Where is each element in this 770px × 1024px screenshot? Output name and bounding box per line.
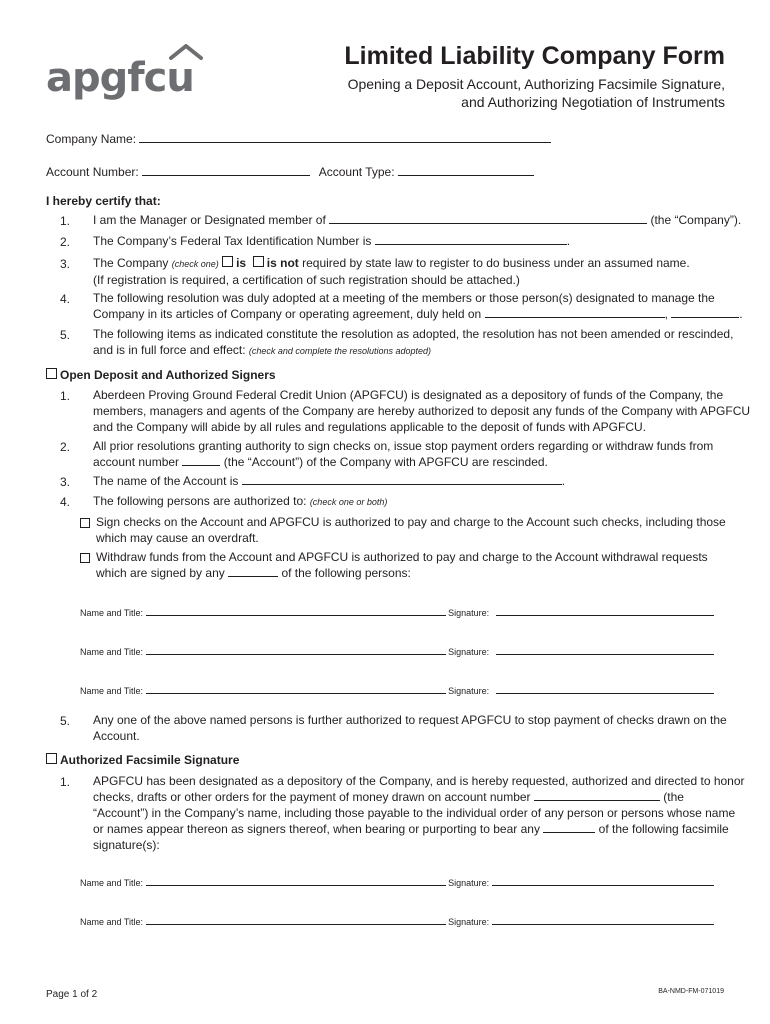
tax-id-field[interactable] [375,234,567,245]
facsimile-signature-field-2[interactable] [492,916,714,925]
facsimile-name-title-field-1[interactable] [146,877,446,886]
certify-item-1: 1. I am the Manager or Designated member of (the “Company”). [60,213,742,228]
form-title: Limited Liability Company Form [344,42,725,70]
logo-text: apgfcu [46,55,194,101]
certify-item-2: 2. The Company’s Federal Tax Identification Number is . [60,234,571,249]
form-subtitle [348,75,725,111]
certify-item-3: 3. The Company (check one) is is not required by state law to register to do business under an assumed name. (If registration is required, a certification of such registration should be attached.) [60,256,690,287]
manager-company-field[interactable] [329,213,647,224]
facsimile-row-2: Name and Title: Signature: [80,916,714,927]
subtitle-line-2: and Authorizing Negotiation of Instruments [461,94,725,110]
facsimile-signature-field-1[interactable] [492,877,714,886]
signature-field-1[interactable] [496,607,714,616]
open-item-5: 5. Any one of the above named persons is further authorized to request APGFCU to stop payment of checks drawn on the Account. [60,713,727,743]
account-name-field[interactable] [242,474,562,485]
certify-heading: I hereby certify that: [46,194,161,208]
open-deposit-heading: Open Deposit and Authorized Signers [46,368,276,382]
signer-row-3: Name and Title: Signature: [80,685,714,696]
company-name-field[interactable] [139,132,551,143]
signer-row-2: Name and Title: Signature: [80,646,714,657]
signature-field-3[interactable] [496,685,714,694]
account-number-label: Account Number: [46,165,139,179]
facsimile-name-title-field-2[interactable] [146,916,446,925]
signer-row-1: Name and Title: Signature: [80,607,714,618]
page-number: Page 1 of 2 [46,989,98,1000]
facsimile-account-number-field[interactable] [534,790,660,801]
open-item-2: 2. All prior resolutions granting authority to sign checks on, issue stop payment orders regarding or withdraw funds from account number (the “Account”) of the Company with APGFCU are rescinded. [60,439,714,469]
facsimile-signer-count-field[interactable] [543,822,595,833]
name-title-field-1[interactable] [146,607,446,616]
certify-item-4: 4. The following resolution was duly adopted at a meeting of the members or those person(s) designated to manage the Company in its articles of Company or operating agreement, duly held on , . [60,291,743,321]
facsimile-item-1: 1. APGFCU has been designated as a depository of the Company, and is hereby requested, authorized and directed to honor checks, drafts or other orders for the payment of money drawn on account number (the “Account”) in the Company’s name, including those payable to the individual order of any person or persons whose name or names appear thereon as signers thereof, when bearing or purporting to bear any of the following facsimile signature(s): [60,774,745,852]
open-item-4: 4. The following persons are authorized to: (check one or both) [60,494,388,509]
meeting-date-field[interactable] [485,307,665,318]
open-deposit-checkbox[interactable] [46,368,57,379]
name-title-field-3[interactable] [146,685,446,694]
open-item-1: 1. Aberdeen Proving Ground Federal Credit Union (APGFCU) is designated as a depository of funds of the Company, the members, managers and agents of the Company are hereby authorized to deposit any funds of the Company with APGFCU and the Company will abide by all rules and regulations applicable to the deposit of funds with APGFCU. [60,388,751,434]
meeting-year-field[interactable] [671,307,739,318]
house-roof-icon [168,44,204,74]
facsimile-row-1: Name and Title: Signature: [80,877,714,888]
facsimile-heading: Authorized Facsimile Signature [46,753,239,767]
certify-item-5: 5. The following items as indicated constitute the resolution as adopted, the resolution has not been amended or rescinded, and is in full force and effect: (check and complete the resolutions adopted) [60,327,734,357]
subtitle-line-1: Opening a Deposit Account, Authorizing Facsimile Signature, [347,76,725,92]
account-row [46,165,534,179]
is-checkbox[interactable] [222,256,233,267]
account-number-field[interactable] [142,165,310,176]
company-name-label: Company Name: [46,132,137,146]
account-type-label: Account Type: [318,165,395,179]
signer-count-field[interactable] [228,566,278,577]
apgfcu-logo [46,44,202,106]
company-name-row [46,132,551,146]
facsimile-checkbox[interactable] [46,753,57,764]
prior-account-number-field[interactable] [182,455,220,466]
sign-checks-checkbox[interactable] [80,518,90,528]
withdraw-funds-checkbox[interactable] [80,553,90,563]
is-not-checkbox[interactable] [253,256,264,267]
account-type-field[interactable] [398,165,534,176]
signature-field-2[interactable] [496,646,714,655]
form-code: BA-NMD-FM-071019 [658,988,724,995]
open-item-3: 3. The name of the Account is . [60,474,566,489]
name-title-field-2[interactable] [146,646,446,655]
